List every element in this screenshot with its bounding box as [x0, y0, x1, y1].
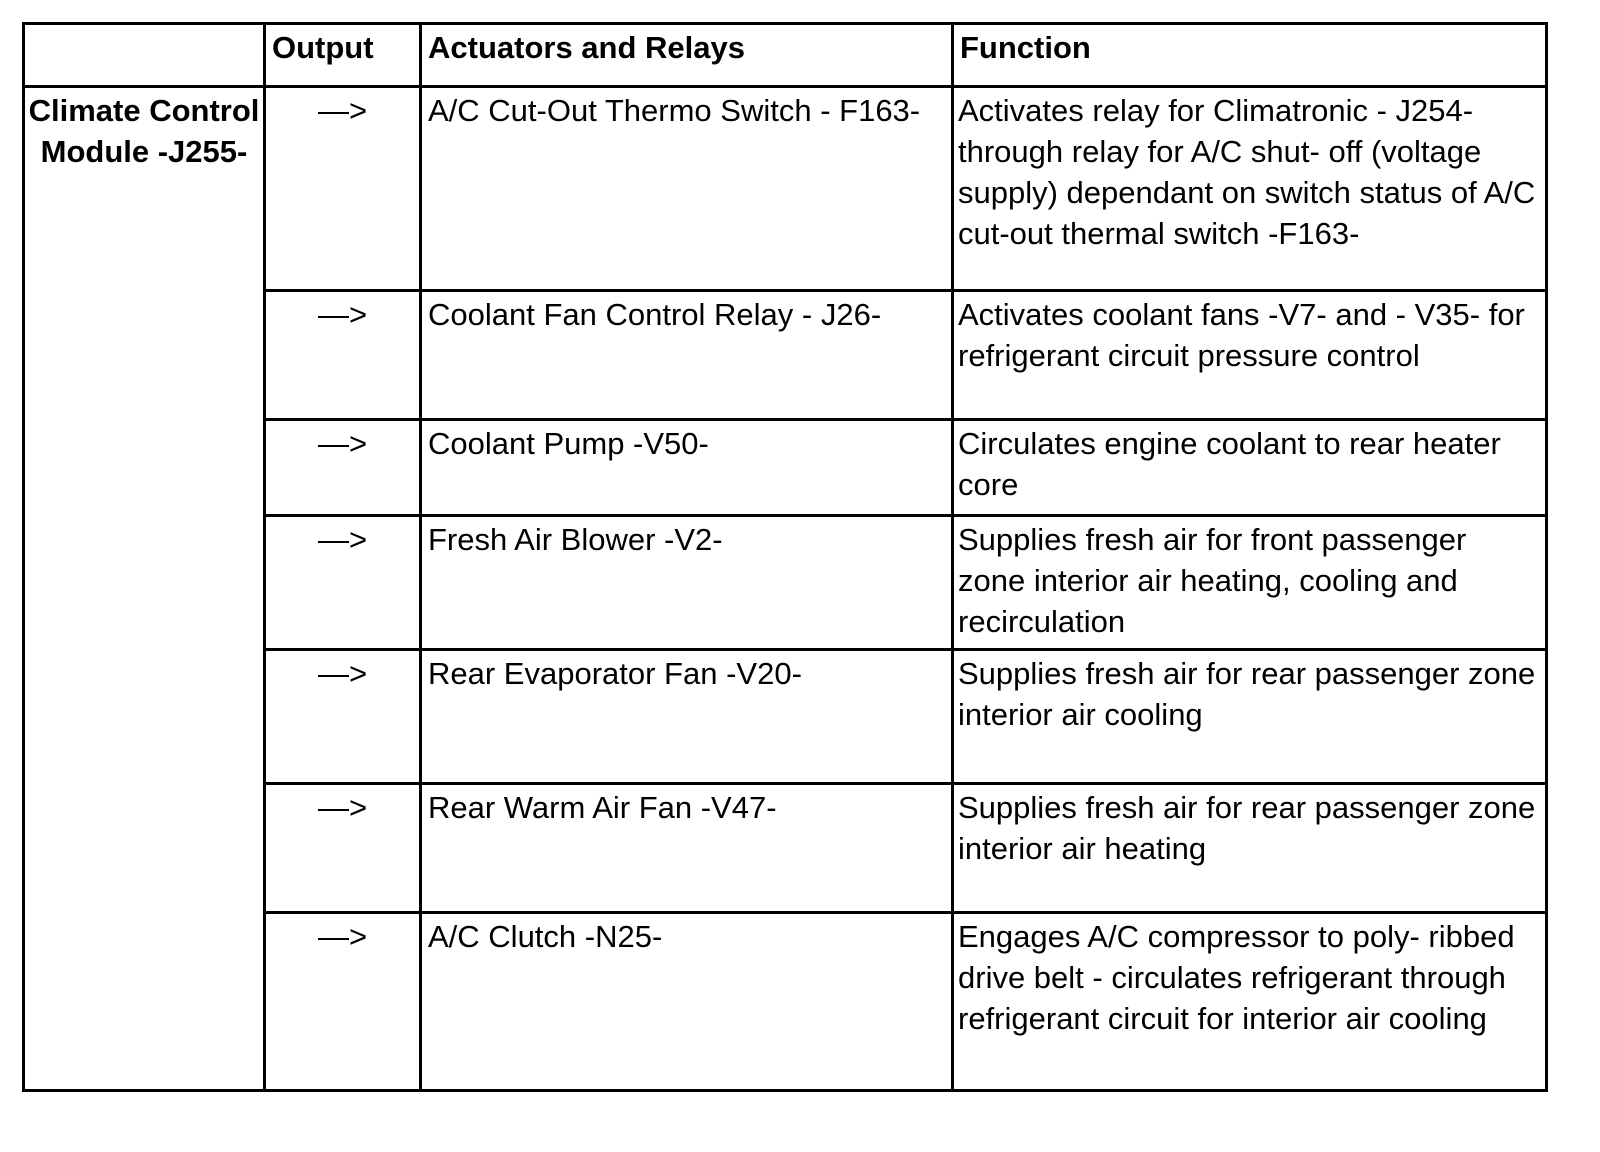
actuator-name: Coolant Fan Control Relay - J26-: [421, 291, 953, 420]
function-text: Supplies fresh air for rear passenger zone interior air cooling: [953, 650, 1547, 784]
actuator-name: Fresh Air Blower -V2-: [421, 516, 953, 650]
output-arrow: —>: [265, 913, 421, 1091]
actuator-name: Coolant Pump -V50-: [421, 420, 953, 516]
output-arrow: —>: [265, 291, 421, 420]
function-text: Engages A/C compressor to poly- ribbed drive belt - circulates refrigerant through refrigerant circuit for interior air cooling: [953, 913, 1547, 1091]
header-output: Output: [265, 24, 421, 87]
function-text: Supplies fresh air for rear passenger zone interior air heating: [953, 784, 1547, 913]
output-arrow: —>: [265, 784, 421, 913]
function-text: Activates relay for Climatronic - J254- through relay for A/C shut- off (voltage supply) dependant on switch status of A/C cut-out thermal switch -F163-: [953, 87, 1547, 291]
function-text: Supplies fresh air for front passenger zone interior air heating, cooling and recirculation: [953, 516, 1547, 650]
header-row: [24, 24, 1547, 87]
output-arrow: —>: [265, 650, 421, 784]
header-empty: [24, 24, 265, 87]
function-text: Circulates engine coolant to rear heater core: [953, 420, 1547, 516]
actuator-name: Rear Evaporator Fan -V20-: [421, 650, 953, 784]
function-text: Activates coolant fans -V7- and - V35- for refrigerant circuit pressure control: [953, 291, 1547, 420]
actuator-name: A/C Clutch -N25-: [421, 913, 953, 1091]
output-arrow: —>: [265, 420, 421, 516]
actuator-name: A/C Cut-Out Thermo Switch - F163-: [421, 87, 953, 291]
output-arrow: —>: [265, 87, 421, 291]
module-label: Climate Control Module -J255-: [24, 87, 265, 1091]
actuators-table: [22, 22, 1548, 1092]
output-arrow: —>: [265, 516, 421, 650]
header-actuators: Actuators and Relays: [421, 24, 953, 87]
actuator-name: Rear Warm Air Fan -V47-: [421, 784, 953, 913]
table-row: [24, 87, 1547, 291]
header-function: Function: [953, 24, 1547, 87]
